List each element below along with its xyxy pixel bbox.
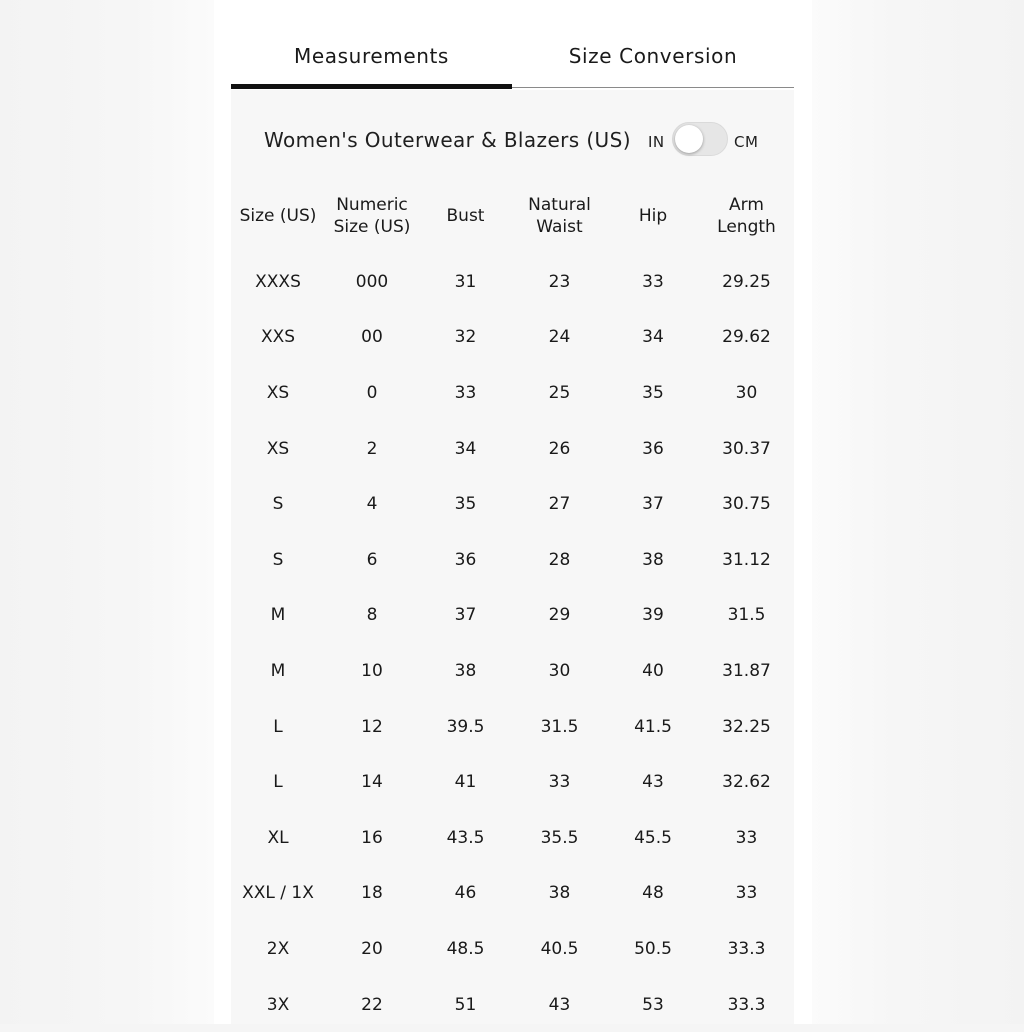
table-cell: 29 <box>548 605 571 626</box>
table-cell: 00 <box>361 327 383 348</box>
table-cell: XXS <box>260 327 296 348</box>
table-row <box>231 476 794 532</box>
table-cell: M <box>270 660 286 681</box>
table-cell: 36 <box>454 549 477 570</box>
table-cell: 38 <box>548 883 571 904</box>
table-row <box>231 421 794 477</box>
table-cell: 33.3 <box>727 994 766 1015</box>
spacer-cell <box>231 246 794 254</box>
table-cell: 26 <box>548 438 571 459</box>
table-row <box>231 754 794 810</box>
table-cell: 12 <box>361 716 383 737</box>
table-cell: 2X <box>266 938 290 959</box>
table-cell: 51 <box>454 994 477 1015</box>
header-spacer <box>231 246 794 254</box>
table-cell: 40.5 <box>540 938 579 959</box>
table-row <box>231 810 794 866</box>
table-cell: 6 <box>366 549 378 570</box>
table-cell: 48 <box>642 883 664 904</box>
table-row <box>231 365 794 421</box>
table-body <box>231 246 794 1032</box>
category-title: Women's Outerwear & Blazers (US) <box>264 128 631 152</box>
table-cell: 33 <box>735 827 758 848</box>
table-cell: 31.12 <box>722 549 771 570</box>
table-cell: 30.75 <box>722 494 771 515</box>
table-cell: 10 <box>361 660 383 681</box>
measurements-content <box>231 90 794 1024</box>
table-cell: 32 <box>454 327 477 348</box>
column-header: Bust <box>446 206 485 226</box>
table-cell: S <box>272 549 284 570</box>
column-header: Arm Length <box>717 195 776 237</box>
table-cell: 8 <box>366 605 378 626</box>
column-header: Natural Waist <box>528 195 591 237</box>
table-row <box>231 643 794 699</box>
table-cell: 43 <box>642 772 664 793</box>
left-background <box>0 0 214 1024</box>
table-cell: XS <box>266 382 290 403</box>
table-row <box>231 532 794 588</box>
table-cell: 24 <box>548 327 571 348</box>
table-cell: 53 <box>642 994 664 1015</box>
table-cell: 29.62 <box>722 327 771 348</box>
table-cell: 32.25 <box>722 716 771 737</box>
table-cell: 50.5 <box>634 938 672 959</box>
table-cell: 43.5 <box>446 827 485 848</box>
table-cell: L <box>273 772 283 793</box>
table-cell: 39 <box>642 605 664 626</box>
table-row <box>231 866 794 922</box>
tab-measurements[interactable]: Measurements <box>294 44 449 68</box>
table-cell: 33.3 <box>727 938 766 959</box>
table-cell: 48.5 <box>446 938 485 959</box>
table-row <box>231 921 794 977</box>
table-cell: 000 <box>355 271 389 292</box>
table-cell: 33 <box>548 772 571 793</box>
table-cell: 25 <box>548 382 571 403</box>
table-cell: 37 <box>454 605 477 626</box>
column-header: Size (US) <box>239 206 317 226</box>
tab-bar <box>231 0 794 90</box>
table-cell: 30 <box>735 382 758 403</box>
table-cell: 27 <box>548 494 571 515</box>
table-cell: 38 <box>454 660 477 681</box>
table-cell: XL <box>267 827 289 848</box>
table-cell: XXXS <box>255 271 301 292</box>
table-cell: 29.25 <box>722 271 771 292</box>
table-cell: 3X <box>266 994 290 1015</box>
table-header-row <box>231 186 794 246</box>
table-cell: 39.5 <box>446 716 485 737</box>
table-cell: S <box>272 494 284 515</box>
table-cell: M <box>270 605 286 626</box>
table-cell: 30.37 <box>722 438 771 459</box>
table-cell: 28 <box>548 549 571 570</box>
column-header: Hip <box>638 206 668 226</box>
table-cell: 35 <box>454 494 477 515</box>
toggle-knob <box>675 125 703 153</box>
table-row <box>231 588 794 644</box>
table-cell: 18 <box>361 883 383 904</box>
unit-toggle[interactable] <box>672 122 728 156</box>
column-header: Numeric Size (US) <box>333 195 411 237</box>
unit-label-in[interactable]: IN <box>648 133 665 151</box>
active-tab-indicator <box>231 84 512 89</box>
table-cell: 38 <box>642 549 664 570</box>
right-background <box>812 0 1024 1024</box>
table-cell: 45.5 <box>634 827 672 848</box>
table-cell: 31.5 <box>727 605 766 626</box>
table-cell: 16 <box>361 827 383 848</box>
table-cell: 4 <box>366 494 378 515</box>
table-cell: 22 <box>361 994 383 1015</box>
unit-label-cm[interactable]: CM <box>734 133 759 151</box>
heading-row <box>231 120 794 164</box>
table-cell: 41.5 <box>634 716 672 737</box>
table-row <box>231 254 794 310</box>
table-cell: 31.5 <box>540 716 579 737</box>
table-cell: 31.87 <box>722 660 771 681</box>
table-row <box>231 699 794 755</box>
size-guide-panel <box>214 0 812 1024</box>
table-cell: 40 <box>642 660 664 681</box>
table-cell: 32.62 <box>722 772 771 793</box>
table-row <box>231 310 794 366</box>
table-cell: 46 <box>454 883 477 904</box>
table-cell: L <box>273 716 283 737</box>
table-cell: 34 <box>642 327 664 348</box>
table-cell: 14 <box>361 772 383 793</box>
tab-size-conversion[interactable]: Size Conversion <box>568 44 738 68</box>
table-cell: 43 <box>548 994 571 1015</box>
table-cell: 37 <box>642 494 664 515</box>
table-cell: 30 <box>548 660 571 681</box>
table-cell: 33 <box>454 382 477 403</box>
table-cell: XXL / 1X <box>242 883 314 904</box>
table-cell: XS <box>266 438 290 459</box>
table-cell: 2 <box>366 438 378 459</box>
table-cell: 20 <box>361 938 383 959</box>
size-table-wrap <box>231 186 794 1032</box>
table-cell: 23 <box>548 271 571 292</box>
table-cell: 41 <box>454 772 477 793</box>
size-table <box>231 186 794 1032</box>
table-cell: 34 <box>454 438 477 459</box>
table-cell: 33 <box>735 883 758 904</box>
table-cell: 0 <box>366 382 378 403</box>
table-cell: 33 <box>642 271 664 292</box>
table-cell: 31 <box>454 271 477 292</box>
table-cell: 35 <box>642 382 664 403</box>
table-cell: 35.5 <box>540 827 579 848</box>
table-cell: 36 <box>642 438 664 459</box>
